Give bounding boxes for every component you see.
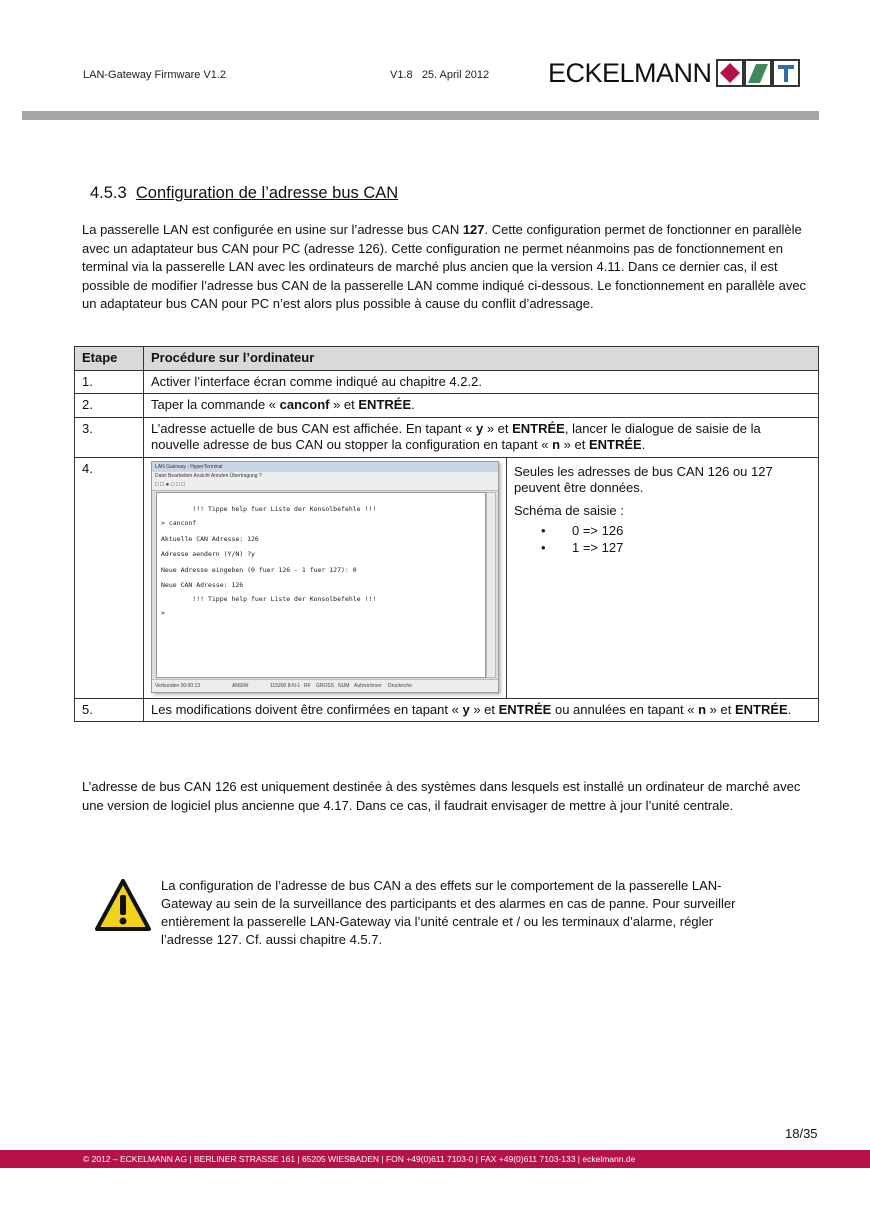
address-note: Seules les adresses de bus CAN 126 ou 127 peuvent être données. (514, 463, 773, 495)
list-item: • 0 => 126 (514, 523, 812, 540)
version-number: V1.8 (390, 69, 413, 81)
section-number: 4.5.3 (90, 184, 127, 202)
key-enter: ENTRÉE (734, 701, 788, 717)
text-run: » et (560, 437, 589, 452)
table-row (75, 417, 819, 457)
logo-squares-icon (716, 59, 800, 87)
terminal-line: Aktuelle CAN Adresse: 126 (161, 534, 259, 543)
table-row (75, 394, 819, 418)
terminal-line: > canconf (161, 518, 197, 527)
page-number: 18/35 (785, 1126, 818, 1141)
text-run: . (787, 701, 792, 717)
table-header-row (75, 347, 819, 371)
table-row (75, 457, 819, 698)
eckelmann-logo (548, 58, 800, 88)
terminal-scrollbar (486, 492, 496, 678)
terminal-line: Neue Adresse eingeben (0 fuer 126 - 1 fuer 127): 0 (161, 565, 357, 574)
text-run: . (641, 437, 646, 452)
table-row (75, 370, 819, 394)
terminal-window (151, 461, 499, 693)
warning-text: La configuration de l’adresse de bus CAN a des effets sur le comportement de la passerelle LAN-Gateway au sein de la surveillance des participants et des alarmes en cas de panne. Pour surveiller entièrement la passerelle LAN-Gateway via l’unité centrale et / ou les terminaux d’alarme, régler l’adresse 127. Cf. aussi chapitre 4.5.7. (161, 878, 736, 947)
key-enter: ENTRÉE (358, 397, 412, 412)
terminal-line: Adresse aendern (Y/N) ?y (161, 549, 255, 558)
status-connected: Verbunden 00:00:13 (155, 682, 201, 689)
document-version (390, 69, 489, 81)
key-enter: ENTRÉE (588, 437, 642, 452)
step-text: Activer l’interface écran comme indiqué au chapitre 4.2.2. (144, 370, 819, 394)
terminal-line: Neue CAN Adresse: 126 (161, 580, 244, 589)
step-number: 3. (75, 417, 144, 457)
text-run: , lancer le dialogue de saisie de la nouvelle adresse de bus CAN ou stopper la configuration en tapant « (151, 420, 761, 452)
procedure-table (74, 346, 819, 722)
text-run: » et (483, 420, 513, 436)
terminal-line: > (161, 608, 165, 617)
section-title: Configuration de l’adresse bus CAN (135, 184, 399, 202)
status-ansi: ANSIW (232, 682, 249, 689)
status-rf: RF (304, 682, 311, 689)
terminal-line: !!! Tippe help fuer Liste der Konsolbefehle !!! (161, 594, 377, 603)
step-text (144, 417, 819, 457)
document-title: LAN-Gateway Firmware V1.2 (83, 69, 227, 81)
key-enter: ENTRÉE (498, 701, 552, 717)
step-text (144, 698, 819, 722)
text-run: Taper la commande « (151, 397, 280, 412)
step-number: 4. (75, 457, 144, 698)
text-run: ou annulées en tapant « (551, 701, 699, 717)
terminal-line: !!! Tippe help fuer Liste der Konsolbefehle !!! (161, 504, 377, 513)
terminal-title: LAN Gateway - HyperTerminal (152, 462, 498, 472)
header-divider (22, 111, 819, 120)
section-heading (90, 184, 398, 203)
intro-paragraph (82, 221, 822, 314)
status-baud: 115200 8-N-1 (270, 682, 301, 689)
intro-text-1: La passerelle LAN est configurée en usine sur l’adresse bus CAN (82, 222, 463, 237)
key-y: y (462, 701, 470, 717)
key-n: n (698, 701, 707, 717)
warning-triangle-icon (94, 878, 152, 937)
terminal-screen (156, 492, 486, 678)
step-number: 2. (75, 394, 144, 418)
text-run: L’adresse actuelle de bus CAN est affichée. En tapant « (151, 420, 476, 436)
key-y: y (475, 420, 484, 436)
logo-text: ECKELMANN (548, 58, 712, 88)
terminal-status-bar (152, 679, 498, 692)
step-4-description (507, 457, 819, 698)
intro-bold-address: 127 (462, 222, 485, 237)
status-print: Druckecho (388, 682, 412, 689)
schema-list (514, 523, 812, 556)
terminal-toolbar-icons: □ □ ● □ □ □ (152, 480, 498, 491)
step-number: 1. (75, 370, 144, 394)
after-table-paragraph: L’adresse de bus CAN 126 est uniquement destinée à des systèmes dans lesquels est installé un ordinateur de marché avec une version de logiciel plus ancienne que 4.17. Dans ce cas, il faudrait envisager de mettre à jour l’unité centrale. (82, 779, 801, 813)
terminal-menu: Datei Bearbeiten Ansicht Anrufen Übertragung ? (152, 472, 498, 480)
status-num: NUM (338, 682, 350, 689)
key-enter: ENTRÉE (512, 420, 565, 436)
schema-label: Schéma de saisie : (514, 502, 624, 518)
footer-bar (0, 1150, 870, 1168)
text-run: » et (469, 701, 499, 717)
step-text (144, 394, 819, 418)
intro-text-2: . Cette configuration permet de fonctionner en parallèle avec un adaptateur bus CAN pour PC (adresse 126). Cette configuration ne permet néanmoins pas de fonctionnement en terminal via la passerelle LAN avec les ordinateurs de marché plus ancien que la version 4.11. Dans ce dernier cas, il est possible de modifier l’adresse bus CAN de la passerelle LAN comme indiqué ci-dessous. Le fonctionnement en parallèle avec un adaptateur bus CAN pour PC n’est alors plus possible à cause du conflit d’adressage. (82, 222, 807, 311)
text-run: » et (706, 701, 735, 717)
status-capture: Aufzeichnen (354, 682, 382, 689)
document-date: 25. April 2012 (421, 69, 490, 81)
key-n: n (552, 437, 561, 452)
step-number: 5. (75, 698, 144, 722)
header-procedure: Procédure sur l’ordinateur (144, 347, 819, 371)
text-run: Les modifications doivent être confirmées en tapant « (151, 701, 463, 717)
list-item: • 1 => 127 (514, 540, 812, 557)
footer-text: © 2012 – ECKELMANN AG | BERLINER STRASSE 161 | 65205 WIESBADEN | FON +49(0)611 7103-0 | FAX +49(0)611 7103-133 | eckelmann.de (83, 1154, 636, 1164)
text-run: » et (329, 397, 359, 412)
table-row (75, 698, 819, 722)
command-canconf: canconf (279, 397, 330, 412)
terminal-screenshot-cell (144, 457, 507, 698)
status-gross: GROSS (316, 682, 335, 689)
text-run: . (411, 397, 415, 412)
header-step: Etape (75, 347, 144, 371)
